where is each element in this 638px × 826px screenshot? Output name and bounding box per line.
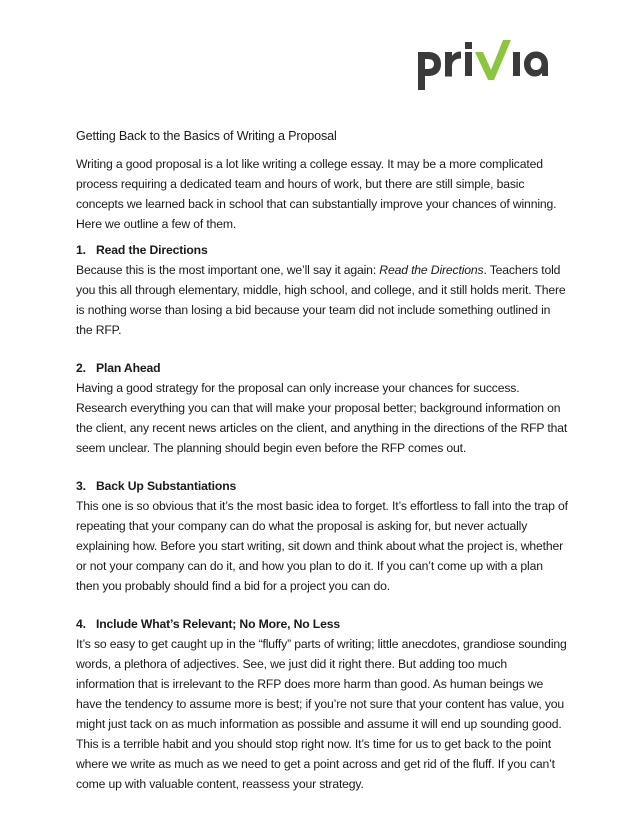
section-number: 2. [76, 361, 86, 375]
section-heading-text: Back Up Substantiations [96, 479, 237, 493]
logo-letter-v [475, 40, 511, 80]
document-content [76, 126, 568, 812]
logo-letter-r [445, 52, 461, 77]
privia-logo [414, 34, 558, 94]
section-body: This one is so obvious that it’s the most basic idea to forget. It’s effortless to fall into the trap of repeating that your company can do what the proposal is asking for, but never actually explaining how. Before you start writing, sit down and think about what the project is, whether or not your company can do it, and how you plan to do it. If you can’t come up with a plan then you probably should find a bid for a project you can do. [76, 499, 568, 593]
intro-paragraph: Writing a good proposal is a lot like writing a college essay. It may be a more complicated process requiring a dedicated team and hours of work, but there are still simple, basic concepts we learned back in school that can substantially improve your chances of winning. Here we outline a few of them. [76, 157, 557, 231]
logo-letter-p [418, 52, 441, 90]
document-title: Getting Back to the Basics of Writing a Proposal [76, 129, 337, 143]
section-body-emphasis: Read the Directions [379, 263, 484, 277]
logo-letter-i2 [513, 52, 520, 76]
section-back-up-substantiations [76, 476, 568, 596]
section-body [76, 260, 568, 340]
section-heading [76, 476, 568, 496]
section-heading [76, 614, 568, 634]
logo-letter-i1 [465, 52, 472, 76]
section-plan-ahead [76, 358, 568, 458]
section-include-relevant [76, 614, 568, 794]
section-body-text: Because this is the most important one, we’ll say it again: [76, 263, 380, 277]
section-body-text: . Teachers told you this all through elementary, middle, high school, and college, and it still holds merit. There is nothing worse than losing a bid because your team did not include something outlined in the RFP. [76, 263, 566, 337]
section-heading-text: Include What’s Relevant; No More, No Less [96, 617, 340, 631]
logo-graphic [414, 34, 558, 94]
section-body: Having a good strategy for the proposal can only increase your chances for success. Research everything you can that will make your proposal better; background information on the client, any recent news articles on the client, and anything in the directions of the RFP that seem unclear. The planning should begin even before the RFP comes out. [76, 381, 568, 455]
section-heading-text: Read the Directions [96, 243, 208, 257]
section-number: 1. [76, 243, 86, 257]
logo-letter-i1-dot [465, 42, 472, 49]
section-number: 3. [76, 479, 86, 493]
section-number: 4. [76, 617, 86, 631]
section-body: It’s so easy to get caught up in the “fluffy” parts of writing; little anecdotes, grandiose sounding words, a plethora of adjectives. See, we just did it right there. But adding too much information that is irrelevant to the RFP does more harm than good. As human beings we have the tendency to assume more is best; if you’re not sure that your content has value, you might just tack on as much information as possible and assume it will end up sounding good. This is a terrible habit and you should stop right now. It’s time for us to get back to the point where we write as much as we need to get a point across and get rid of the fluff. If you can’t come up with valuable content, reassess your strategy. [76, 637, 567, 791]
section-heading [76, 240, 568, 260]
section-heading-text: Plan Ahead [96, 361, 161, 375]
section-read-directions [76, 240, 568, 340]
logo-letter-a [524, 52, 548, 77]
section-heading [76, 358, 568, 378]
